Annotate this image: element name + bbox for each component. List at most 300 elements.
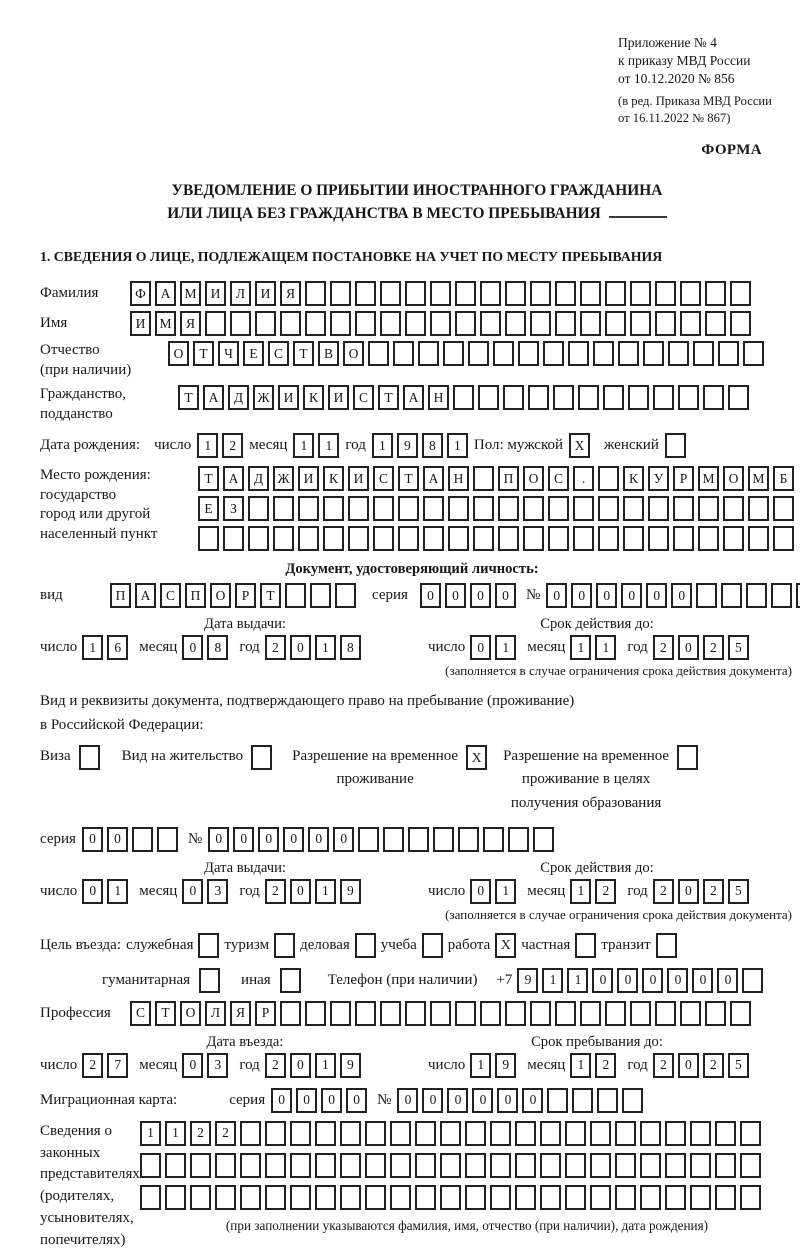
form-cell[interactable]	[473, 496, 494, 521]
form-cell[interactable]	[743, 341, 764, 366]
form-cell[interactable]: .	[573, 466, 594, 491]
form-cell[interactable]: И	[278, 385, 299, 410]
form-cell[interactable]	[580, 281, 601, 306]
form-cell[interactable]	[705, 311, 726, 336]
form-cell[interactable]: 1	[495, 635, 516, 660]
form-cell[interactable]	[573, 496, 594, 521]
form-cell[interactable]: 0	[667, 968, 688, 993]
form-cell[interactable]	[390, 1121, 411, 1146]
form-cell[interactable]	[640, 1121, 661, 1146]
form-cell[interactable]	[653, 385, 674, 410]
education-residence-checkbox[interactable]	[677, 745, 698, 770]
form-cell[interactable]: X	[569, 433, 590, 458]
form-cell[interactable]: 0	[646, 583, 667, 608]
form-cell[interactable]: А	[135, 583, 156, 608]
form-cell[interactable]	[430, 311, 451, 336]
form-cell[interactable]	[480, 311, 501, 336]
citizenship-cells[interactable]	[178, 385, 749, 410]
form-cell[interactable]	[365, 1153, 386, 1178]
form-cell[interactable]	[505, 311, 526, 336]
form-cell[interactable]: И	[130, 311, 151, 336]
form-cell[interactable]	[705, 281, 726, 306]
purpose-transit-checkbox[interactable]	[656, 933, 677, 958]
form-cell[interactable]	[508, 827, 529, 852]
form-cell[interactable]	[157, 827, 178, 852]
form-cell[interactable]	[515, 1153, 536, 1178]
form-cell[interactable]	[415, 1121, 436, 1146]
form-cell[interactable]	[415, 1153, 436, 1178]
doc-number-cells[interactable]	[546, 583, 800, 608]
form-cell[interactable]	[265, 1185, 286, 1210]
form-cell[interactable]: 2	[653, 879, 674, 904]
form-cell[interactable]: 0	[346, 1088, 367, 1113]
form-cell[interactable]	[430, 1001, 451, 1026]
form-cell[interactable]	[323, 526, 344, 551]
purpose-business-checkbox[interactable]	[355, 933, 376, 958]
form-cell[interactable]	[665, 1185, 686, 1210]
form-cell[interactable]	[693, 341, 714, 366]
form-cell[interactable]	[640, 1153, 661, 1178]
residence-series-cells[interactable]	[82, 827, 178, 852]
form-cell[interactable]: Р	[235, 583, 256, 608]
entry-year-cells[interactable]	[265, 1053, 361, 1078]
form-cell[interactable]: Н	[448, 466, 469, 491]
form-cell[interactable]: 9	[495, 1053, 516, 1078]
purpose-work-checkbox[interactable]	[495, 933, 516, 958]
form-cell[interactable]	[572, 1088, 593, 1113]
form-cell[interactable]	[618, 341, 639, 366]
form-cell[interactable]: 0	[642, 968, 663, 993]
form-cell[interactable]: 0	[495, 583, 516, 608]
form-cell[interactable]	[505, 1001, 526, 1026]
form-cell[interactable]	[680, 281, 701, 306]
form-cell[interactable]	[553, 385, 574, 410]
form-cell[interactable]: 6	[107, 635, 128, 660]
form-cell[interactable]: 0	[208, 827, 229, 852]
form-cell[interactable]: А	[155, 281, 176, 306]
form-cell[interactable]: 0	[283, 827, 304, 852]
form-cell[interactable]	[673, 496, 694, 521]
form-cell[interactable]	[665, 1153, 686, 1178]
form-cell[interactable]	[323, 496, 344, 521]
form-cell[interactable]	[680, 1001, 701, 1026]
form-cell[interactable]: 0	[592, 968, 613, 993]
form-cell[interactable]: Р	[255, 1001, 276, 1026]
form-cell[interactable]	[590, 1153, 611, 1178]
form-cell[interactable]	[280, 968, 301, 993]
form-cell[interactable]	[393, 341, 414, 366]
form-cell[interactable]: 0	[671, 583, 692, 608]
form-cell[interactable]	[465, 1121, 486, 1146]
form-cell[interactable]	[573, 526, 594, 551]
form-cell[interactable]: Т	[193, 341, 214, 366]
mc-series-cells[interactable]	[271, 1088, 367, 1113]
form-cell[interactable]	[468, 341, 489, 366]
form-cell[interactable]	[498, 496, 519, 521]
guardians-cells-3[interactable]	[140, 1185, 794, 1210]
form-cell[interactable]	[465, 1185, 486, 1210]
form-cell[interactable]: 9	[517, 968, 538, 993]
form-cell[interactable]: 0	[82, 827, 103, 852]
birth-place-cells-3[interactable]	[198, 526, 794, 551]
form-cell[interactable]: К	[323, 466, 344, 491]
form-cell[interactable]	[230, 311, 251, 336]
form-cell[interactable]	[630, 281, 651, 306]
form-cell[interactable]: 2	[595, 879, 616, 904]
form-cell[interactable]	[358, 827, 379, 852]
guardians-cells-2[interactable]	[140, 1153, 794, 1178]
form-cell[interactable]	[548, 526, 569, 551]
form-cell[interactable]: 1	[315, 635, 336, 660]
form-cell[interactable]: О	[343, 341, 364, 366]
form-cell[interactable]: 1	[82, 635, 103, 660]
form-cell[interactable]	[605, 311, 626, 336]
form-cell[interactable]	[274, 933, 295, 958]
form-cell[interactable]	[678, 385, 699, 410]
form-cell[interactable]	[656, 933, 677, 958]
form-cell[interactable]	[340, 1121, 361, 1146]
form-cell[interactable]	[408, 827, 429, 852]
form-cell[interactable]	[422, 933, 443, 958]
form-cell[interactable]	[505, 281, 526, 306]
form-cell[interactable]: 1	[470, 1053, 491, 1078]
form-cell[interactable]	[355, 311, 376, 336]
mc-number-cells[interactable]	[397, 1088, 643, 1113]
form-cell[interactable]: О	[723, 466, 744, 491]
form-cell[interactable]: Ч	[218, 341, 239, 366]
form-cell[interactable]: И	[328, 385, 349, 410]
form-cell[interactable]	[796, 583, 800, 608]
form-cell[interactable]: 2	[265, 635, 286, 660]
form-cell[interactable]: 0	[308, 827, 329, 852]
form-cell[interactable]: 1	[318, 433, 339, 458]
form-cell[interactable]: 0	[182, 635, 203, 660]
form-cell[interactable]: Я	[230, 1001, 251, 1026]
form-cell[interactable]: Я	[180, 311, 201, 336]
form-cell[interactable]	[285, 583, 306, 608]
form-cell[interactable]: 0	[445, 583, 466, 608]
form-cell[interactable]	[615, 1121, 636, 1146]
form-cell[interactable]: 1	[595, 635, 616, 660]
form-cell[interactable]	[455, 281, 476, 306]
form-cell[interactable]	[640, 1185, 661, 1210]
form-cell[interactable]	[443, 341, 464, 366]
form-cell[interactable]	[453, 385, 474, 410]
doc-issue-month-cells[interactable]	[182, 635, 228, 660]
entry-month-cells[interactable]	[182, 1053, 228, 1078]
form-cell[interactable]	[473, 466, 494, 491]
form-cell[interactable]: 0	[571, 583, 592, 608]
residence-expiry-day-cells[interactable]	[470, 879, 516, 904]
form-cell[interactable]	[565, 1185, 586, 1210]
form-cell[interactable]	[423, 496, 444, 521]
form-cell[interactable]	[223, 526, 244, 551]
form-cell[interactable]	[718, 341, 739, 366]
form-cell[interactable]: А	[223, 466, 244, 491]
form-cell[interactable]	[132, 827, 153, 852]
form-cell[interactable]	[330, 1001, 351, 1026]
form-cell[interactable]	[698, 496, 719, 521]
form-cell[interactable]	[240, 1121, 261, 1146]
form-cell[interactable]: 2	[222, 433, 243, 458]
form-cell[interactable]	[310, 583, 331, 608]
form-cell[interactable]: 0	[596, 583, 617, 608]
form-cell[interactable]: Я	[280, 281, 301, 306]
form-cell[interactable]	[290, 1121, 311, 1146]
form-cell[interactable]: М	[155, 311, 176, 336]
form-cell[interactable]	[79, 745, 100, 770]
form-cell[interactable]	[368, 341, 389, 366]
form-cell[interactable]: 1	[570, 1053, 591, 1078]
form-cell[interactable]	[690, 1153, 711, 1178]
form-cell[interactable]	[723, 496, 744, 521]
sex-male-checkbox[interactable]	[569, 433, 590, 458]
form-cell[interactable]	[493, 341, 514, 366]
form-cell[interactable]	[515, 1185, 536, 1210]
form-cell[interactable]	[198, 933, 219, 958]
form-cell[interactable]: З	[223, 496, 244, 521]
form-cell[interactable]	[715, 1121, 736, 1146]
form-cell[interactable]	[248, 496, 269, 521]
form-cell[interactable]	[473, 526, 494, 551]
form-cell[interactable]	[165, 1185, 186, 1210]
form-cell[interactable]: А	[203, 385, 224, 410]
form-cell[interactable]: 0	[107, 827, 128, 852]
form-cell[interactable]	[540, 1153, 561, 1178]
birth-day-cells[interactable]	[197, 433, 243, 458]
form-cell[interactable]: 1	[197, 433, 218, 458]
form-cell[interactable]	[290, 1153, 311, 1178]
doc-type-cells[interactable]	[110, 583, 356, 608]
form-cell[interactable]: 0	[258, 827, 279, 852]
form-cell[interactable]	[598, 466, 619, 491]
form-cell[interactable]	[696, 583, 717, 608]
doc-expiry-month-cells[interactable]	[570, 635, 616, 660]
visa-checkbox[interactable]	[79, 745, 100, 770]
form-cell[interactable]	[165, 1153, 186, 1178]
form-cell[interactable]: 1	[107, 879, 128, 904]
form-cell[interactable]: 0	[290, 879, 311, 904]
form-cell[interactable]	[771, 583, 792, 608]
form-cell[interactable]	[255, 311, 276, 336]
form-cell[interactable]	[680, 311, 701, 336]
residence-issue-month-cells[interactable]	[182, 879, 228, 904]
form-cell[interactable]: 2	[703, 879, 724, 904]
form-cell[interactable]	[528, 385, 549, 410]
form-cell[interactable]	[298, 496, 319, 521]
form-cell[interactable]	[623, 496, 644, 521]
form-cell[interactable]	[305, 281, 326, 306]
form-cell[interactable]: 0	[617, 968, 638, 993]
form-cell[interactable]	[630, 311, 651, 336]
form-cell[interactable]	[673, 526, 694, 551]
form-cell[interactable]	[648, 496, 669, 521]
purpose-tourism-checkbox[interactable]	[274, 933, 295, 958]
form-cell[interactable]	[423, 526, 444, 551]
residence-permit-checkbox[interactable]	[251, 745, 272, 770]
form-cell[interactable]	[730, 281, 751, 306]
form-cell[interactable]	[578, 385, 599, 410]
form-cell[interactable]: 5	[728, 879, 749, 904]
form-cell[interactable]: 1	[542, 968, 563, 993]
form-cell[interactable]: К	[623, 466, 644, 491]
form-cell[interactable]: К	[303, 385, 324, 410]
form-cell[interactable]: С	[130, 1001, 151, 1026]
form-cell[interactable]: 1	[140, 1121, 161, 1146]
form-cell[interactable]: 7	[107, 1053, 128, 1078]
form-cell[interactable]	[398, 526, 419, 551]
form-cell[interactable]: Е	[198, 496, 219, 521]
form-cell[interactable]	[380, 281, 401, 306]
form-cell[interactable]: 1	[570, 879, 591, 904]
form-cell[interactable]: 1	[293, 433, 314, 458]
given-name-cells[interactable]	[130, 311, 751, 336]
form-cell[interactable]: А	[403, 385, 424, 410]
form-cell[interactable]	[498, 526, 519, 551]
form-cell[interactable]	[740, 1121, 761, 1146]
form-cell[interactable]	[503, 385, 524, 410]
form-cell[interactable]	[575, 933, 596, 958]
form-cell[interactable]: 1	[447, 433, 468, 458]
form-cell[interactable]: И	[255, 281, 276, 306]
form-cell[interactable]	[458, 827, 479, 852]
form-cell[interactable]	[480, 1001, 501, 1026]
form-cell[interactable]	[698, 526, 719, 551]
form-cell[interactable]	[630, 1001, 651, 1026]
form-cell[interactable]: Д	[228, 385, 249, 410]
form-cell[interactable]: 0	[470, 879, 491, 904]
form-cell[interactable]	[440, 1121, 461, 1146]
form-cell[interactable]	[480, 281, 501, 306]
form-cell[interactable]: М	[748, 466, 769, 491]
form-cell[interactable]	[373, 496, 394, 521]
form-cell[interactable]: 0	[82, 879, 103, 904]
residence-issue-year-cells[interactable]	[265, 879, 361, 904]
form-cell[interactable]	[598, 496, 619, 521]
form-cell[interactable]: 2	[190, 1121, 211, 1146]
form-cell[interactable]	[548, 496, 569, 521]
form-cell[interactable]: X	[466, 745, 487, 770]
form-cell[interactable]: 0	[333, 827, 354, 852]
form-cell[interactable]	[530, 1001, 551, 1026]
form-cell[interactable]	[405, 311, 426, 336]
form-cell[interactable]: 0	[678, 635, 699, 660]
form-cell[interactable]	[215, 1185, 236, 1210]
form-cell[interactable]	[668, 341, 689, 366]
form-cell[interactable]	[315, 1121, 336, 1146]
form-cell[interactable]: П	[185, 583, 206, 608]
form-cell[interactable]	[615, 1153, 636, 1178]
form-cell[interactable]: Ж	[253, 385, 274, 410]
form-cell[interactable]: Ф	[130, 281, 151, 306]
doc-expiry-year-cells[interactable]	[653, 635, 749, 660]
form-cell[interactable]	[622, 1088, 643, 1113]
form-cell[interactable]: 0	[233, 827, 254, 852]
form-cell[interactable]	[140, 1185, 161, 1210]
form-cell[interactable]	[398, 496, 419, 521]
form-cell[interactable]: П	[498, 466, 519, 491]
form-cell[interactable]	[405, 281, 426, 306]
form-cell[interactable]	[773, 526, 794, 551]
birth-month-cells[interactable]	[293, 433, 339, 458]
form-cell[interactable]	[515, 1121, 536, 1146]
form-cell[interactable]: 1	[315, 1053, 336, 1078]
form-cell[interactable]: И	[205, 281, 226, 306]
form-cell[interactable]	[623, 526, 644, 551]
form-cell[interactable]	[543, 341, 564, 366]
form-cell[interactable]	[380, 311, 401, 336]
form-cell[interactable]	[305, 311, 326, 336]
form-cell[interactable]: 0	[678, 879, 699, 904]
form-cell[interactable]	[655, 281, 676, 306]
form-cell[interactable]: П	[110, 583, 131, 608]
form-cell[interactable]: 1	[567, 968, 588, 993]
form-cell[interactable]	[690, 1185, 711, 1210]
form-cell[interactable]: 2	[215, 1121, 236, 1146]
form-cell[interactable]	[580, 1001, 601, 1026]
form-cell[interactable]: О	[210, 583, 231, 608]
form-cell[interactable]: 2	[703, 635, 724, 660]
surname-cells[interactable]	[130, 281, 751, 306]
form-cell[interactable]: Р	[673, 466, 694, 491]
form-cell[interactable]	[723, 526, 744, 551]
form-cell[interactable]	[330, 311, 351, 336]
form-cell[interactable]	[390, 1153, 411, 1178]
form-cell[interactable]: С	[160, 583, 181, 608]
form-cell[interactable]	[677, 745, 698, 770]
purpose-other-checkbox[interactable]	[280, 968, 301, 993]
form-cell[interactable]	[555, 311, 576, 336]
form-cell[interactable]: 0	[497, 1088, 518, 1113]
form-cell[interactable]	[355, 281, 376, 306]
form-cell[interactable]	[742, 968, 763, 993]
form-cell[interactable]	[418, 341, 439, 366]
birth-place-cells-1[interactable]	[198, 466, 794, 491]
form-cell[interactable]	[273, 526, 294, 551]
form-cell[interactable]	[440, 1153, 461, 1178]
stay-month-cells[interactable]	[570, 1053, 616, 1078]
form-cell[interactable]: Т	[293, 341, 314, 366]
form-cell[interactable]	[478, 385, 499, 410]
patronymic-cells[interactable]	[168, 341, 764, 366]
form-cell[interactable]	[648, 526, 669, 551]
doc-issue-year-cells[interactable]	[265, 635, 361, 660]
form-cell[interactable]	[205, 311, 226, 336]
form-cell[interactable]	[448, 496, 469, 521]
form-cell[interactable]	[190, 1185, 211, 1210]
form-cell[interactable]: 1	[495, 879, 516, 904]
form-cell[interactable]	[380, 1001, 401, 1026]
form-cell[interactable]	[590, 1121, 611, 1146]
form-cell[interactable]: 2	[653, 1053, 674, 1078]
residence-expiry-year-cells[interactable]	[653, 879, 749, 904]
form-cell[interactable]: 1	[570, 635, 591, 660]
form-cell[interactable]	[530, 281, 551, 306]
form-cell[interactable]	[490, 1185, 511, 1210]
form-cell[interactable]: 0	[678, 1053, 699, 1078]
form-cell[interactable]	[335, 583, 356, 608]
form-cell[interactable]	[523, 496, 544, 521]
form-cell[interactable]	[748, 496, 769, 521]
form-cell[interactable]: Т	[198, 466, 219, 491]
form-cell[interactable]	[615, 1185, 636, 1210]
form-cell[interactable]	[383, 827, 404, 852]
form-cell[interactable]: 0	[182, 879, 203, 904]
form-cell[interactable]	[215, 1153, 236, 1178]
doc-expiry-day-cells[interactable]	[470, 635, 516, 660]
form-cell[interactable]: С	[373, 466, 394, 491]
form-cell[interactable]: Т	[260, 583, 281, 608]
